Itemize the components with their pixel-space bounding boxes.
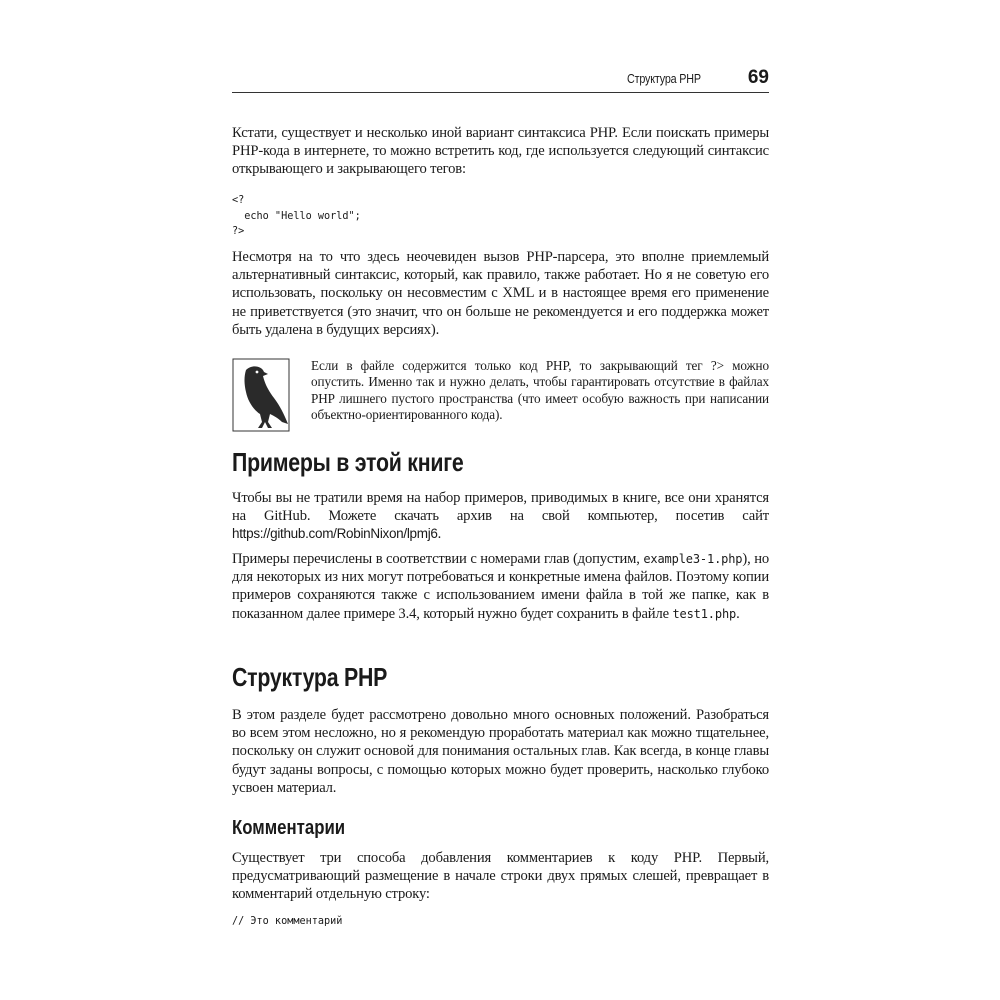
examples-paragraph-2 xyxy=(232,550,769,623)
running-head xyxy=(232,68,769,93)
examples-p2-b: ), но для некоторых из них могут потребоваться и конкретные имена файлов. Поэтому копии примеров сохраняются также с использованием имени файла в той же папке, как в показанном далее примере 3.4, который нужно будет сохранить в файле xyxy=(232,551,770,622)
examples-paragraph-1 xyxy=(232,489,769,544)
running-head-title: Структура PHP xyxy=(627,72,701,86)
tip-text: Если в файле содержится только код PHP, то закрывающий тег ?> можно опустить. Именно так и нужно делать, чтобы гарантировать отсутствие в файлах PHP лишнего пустого пространства (что имеет особую важность при написании объектно-ориентированного кода). xyxy=(311,358,769,422)
comments-paragraph: Существует три способа добавления комментариев к коду PHP. Первый, предусматривающий размещение в начале строки двух прямых слешей, превращает в комментарий отдельную строку: xyxy=(232,850,769,903)
code-block-short-tags: <? echo "Hello world"; ?> xyxy=(232,195,361,237)
examples-p2-a: Примеры перечислены в соответствии с номерами глав (допустим, xyxy=(232,551,640,567)
code-block-comment: // Это комментарий xyxy=(232,916,343,927)
short-tags-paragraph: Несмотря на то что здесь неочевиден вызов PHP-парсера, это вполне приемлемый альтернативный синтаксис, который, как правило, также работает. Но я не советую его использовать, поскольку он несовместим с XML и в настоящее время его применение не приветствуется (это значит, что он больше не рекомендуется и его поддержка может быть удалена в будущих версиях). xyxy=(232,249,769,338)
examples-p2-c: . xyxy=(736,605,740,622)
intro-paragraph: Кстати, существует и несколько иной вариант синтаксиса PHP. Если поискать примеры PHP-кода в интернете, то можно встретить код, где используется следующий синтаксис открывающего и закрывающего тегов: xyxy=(232,125,769,178)
tip-note xyxy=(232,358,769,434)
examples-p1-text: Чтобы вы не тратили время на набор примеров, приводимых в книге, все они хранятся на GitHub. Можете скачать архив на свой компьютер, посетив сайт xyxy=(232,490,769,525)
crow-icon xyxy=(232,358,290,432)
structure-paragraph: В этом разделе будет рассмотрено довольно много основных положений. Разобраться во всем этом несложно, но я рекомендую проработать материал как можно тщательнее, поскольку он служит основой для понимания остальных глав. Как всегда, в конце главы будут заданы вопросы, с помощью которых можно будет проверить, насколько глубоко усвоен материал. xyxy=(232,707,769,796)
examples-p1-end: . xyxy=(437,526,442,543)
github-link[interactable]: https://github.com/RobinNixon/lpmj6 xyxy=(232,526,438,542)
heading-examples: Примеры в этой книге xyxy=(232,447,464,477)
heading-structure: Структура PHP xyxy=(232,662,388,692)
heading-comments: Комментарии xyxy=(232,817,346,839)
example-filename: example3-1.php xyxy=(643,552,743,566)
test-filename: test1.php xyxy=(672,606,737,621)
page-number: 69 xyxy=(747,67,769,88)
